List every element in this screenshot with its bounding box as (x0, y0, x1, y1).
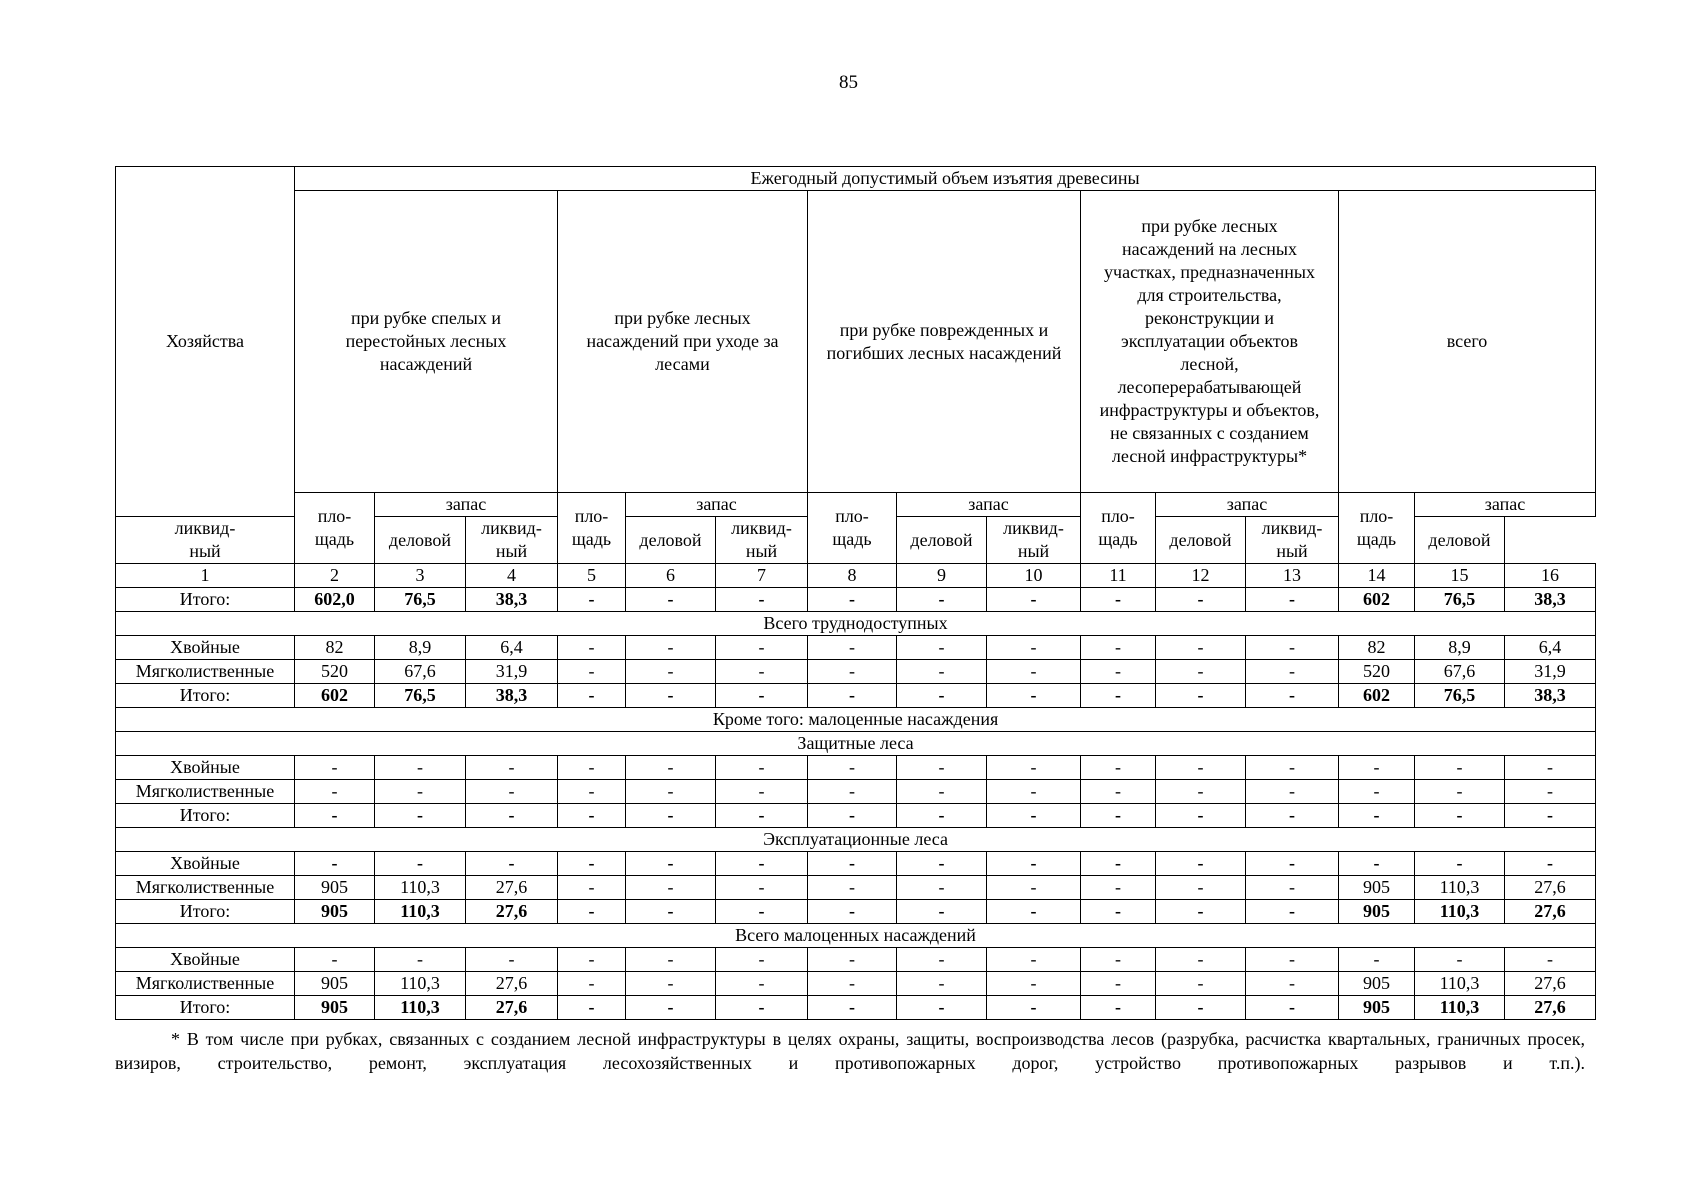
data-cell: - (1246, 660, 1339, 684)
data-cell: - (1156, 996, 1246, 1020)
data-cell: - (558, 996, 626, 1020)
data-cell: - (987, 900, 1081, 924)
data-cell: 905 (295, 996, 375, 1020)
data-cell: - (295, 948, 375, 972)
data-cell: - (558, 780, 626, 804)
row-label: Мягколиственные (116, 660, 295, 684)
section-title: Эксплуатационные леса (116, 828, 1596, 852)
data-cell: - (1081, 876, 1156, 900)
data-cell: 67,6 (375, 660, 466, 684)
header-group-total: всего (1339, 191, 1596, 493)
data-cell: - (558, 852, 626, 876)
data-cell: - (987, 684, 1081, 708)
data-cell: - (987, 972, 1081, 996)
data-cell: - (626, 636, 716, 660)
data-cell: - (558, 972, 626, 996)
row-label: Мягколиственные (116, 972, 295, 996)
header-group-mature: при рубке спелых и перестойных лесных насаждений (295, 191, 558, 493)
table-body (116, 588, 1596, 1020)
data-cell: 31,9 (466, 660, 558, 684)
data-cell: - (626, 684, 716, 708)
data-cell: - (1415, 756, 1505, 780)
data-cell: 905 (1339, 972, 1415, 996)
data-cell: - (897, 948, 987, 972)
data-cell: - (897, 972, 987, 996)
header-liquid: ликвид- ный (466, 517, 558, 564)
data-cell: - (1505, 804, 1596, 828)
data-cell: 6,4 (1505, 636, 1596, 660)
data-cell: 38,3 (466, 684, 558, 708)
column-number: 9 (897, 564, 987, 588)
data-cell: - (1081, 900, 1156, 924)
data-cell: - (1081, 996, 1156, 1020)
column-number: 6 (626, 564, 716, 588)
header-stock: запас (1415, 493, 1596, 517)
data-cell: 31,9 (1505, 660, 1596, 684)
data-cell: - (987, 756, 1081, 780)
data-cell: - (808, 972, 897, 996)
data-cell: - (1246, 972, 1339, 996)
data-cell: - (1415, 804, 1505, 828)
column-number: 12 (1156, 564, 1246, 588)
data-cell: - (1339, 804, 1415, 828)
data-cell: - (1246, 996, 1339, 1020)
data-cell: 27,6 (1505, 996, 1596, 1020)
data-cell: - (1339, 756, 1415, 780)
header-business: деловой (626, 517, 716, 564)
data-cell: - (558, 756, 626, 780)
column-number: 4 (466, 564, 558, 588)
section-row (116, 708, 1596, 732)
section-row (116, 828, 1596, 852)
header-liquid: ликвид- ный (116, 517, 295, 564)
section-title: Всего малоценных насаждений (116, 924, 1596, 948)
data-cell: 602,0 (295, 588, 375, 612)
data-cell: 110,3 (1415, 900, 1505, 924)
data-cell: - (558, 900, 626, 924)
data-cell: - (558, 660, 626, 684)
data-cell: - (1156, 660, 1246, 684)
data-cell: 520 (295, 660, 375, 684)
data-cell: - (1505, 756, 1596, 780)
column-number: 13 (1246, 564, 1339, 588)
data-cell: - (375, 948, 466, 972)
data-cell: - (897, 660, 987, 684)
data-cell: 905 (295, 972, 375, 996)
data-cell: - (626, 780, 716, 804)
header-liquid: ликвид- ный (1246, 517, 1339, 564)
data-cell: - (1156, 636, 1246, 660)
data-cell: - (716, 996, 808, 1020)
data-cell: 110,3 (1415, 996, 1505, 1020)
row-label: Итого: (116, 804, 295, 828)
data-cell: - (295, 756, 375, 780)
section-row (116, 924, 1596, 948)
data-cell: - (558, 636, 626, 660)
data-cell: - (375, 780, 466, 804)
data-cell: 27,6 (1505, 972, 1596, 996)
table-row (116, 684, 1596, 708)
data-cell: 76,5 (1415, 588, 1505, 612)
data-cell: - (466, 948, 558, 972)
table-row (116, 996, 1596, 1020)
data-cell: 905 (1339, 876, 1415, 900)
data-cell: 38,3 (466, 588, 558, 612)
data-cell: - (1156, 948, 1246, 972)
data-cell: - (897, 636, 987, 660)
data-cell: - (1156, 972, 1246, 996)
data-cell: - (1081, 972, 1156, 996)
data-cell: - (897, 780, 987, 804)
data-cell: - (987, 588, 1081, 612)
data-cell: - (466, 852, 558, 876)
header-main: Ежегодный допустимый объем изъятия древесины (295, 167, 1596, 191)
data-cell: 520 (1339, 660, 1415, 684)
data-cell: 6,4 (466, 636, 558, 660)
data-cell: - (1246, 900, 1339, 924)
data-cell: 602 (1339, 684, 1415, 708)
data-cell: - (716, 636, 808, 660)
data-cell: - (1081, 660, 1156, 684)
data-cell: - (1246, 756, 1339, 780)
column-number: 11 (1081, 564, 1156, 588)
table-row (116, 756, 1596, 780)
header-stock: запас (626, 493, 808, 517)
data-cell: - (716, 804, 808, 828)
data-cell: - (1339, 852, 1415, 876)
column-number: 8 (808, 564, 897, 588)
data-cell: - (1246, 684, 1339, 708)
header-stock: запас (1156, 493, 1339, 517)
data-cell: - (1246, 636, 1339, 660)
header-stock: запас (897, 493, 1081, 517)
data-cell: - (466, 756, 558, 780)
data-cell: - (897, 756, 987, 780)
header-stock: запас (375, 493, 558, 517)
data-cell: - (987, 804, 1081, 828)
header-business: деловой (897, 517, 987, 564)
data-cell: - (716, 756, 808, 780)
table-row (116, 876, 1596, 900)
table-row (116, 852, 1596, 876)
data-cell: - (987, 780, 1081, 804)
column-number: 10 (987, 564, 1081, 588)
data-cell: - (466, 804, 558, 828)
data-cell: - (1339, 780, 1415, 804)
data-cell: 110,3 (375, 900, 466, 924)
table-row (116, 948, 1596, 972)
data-cell: - (626, 852, 716, 876)
header-area: пло- щадь (1081, 493, 1156, 564)
data-cell: 110,3 (375, 876, 466, 900)
data-cell: - (808, 588, 897, 612)
row-label: Хвойные (116, 636, 295, 660)
data-cell: - (1246, 780, 1339, 804)
table-row (116, 660, 1596, 684)
column-number: 15 (1415, 564, 1505, 588)
column-number: 7 (716, 564, 808, 588)
data-cell: - (716, 660, 808, 684)
data-cell: - (1415, 852, 1505, 876)
data-cell: - (808, 756, 897, 780)
data-cell: - (808, 660, 897, 684)
data-cell: - (1505, 852, 1596, 876)
data-cell: 905 (295, 900, 375, 924)
header-liquid: ликвид- ный (987, 517, 1081, 564)
data-cell: - (1156, 756, 1246, 780)
data-cell: - (1081, 852, 1156, 876)
data-cell: - (1081, 948, 1156, 972)
data-cell: - (808, 804, 897, 828)
row-label: Хвойные (116, 756, 295, 780)
data-cell: - (987, 636, 1081, 660)
data-cell: - (716, 588, 808, 612)
data-cell: - (558, 876, 626, 900)
header-area: пло- щадь (1339, 493, 1415, 564)
data-cell: 110,3 (375, 996, 466, 1020)
row-label: Итого: (116, 900, 295, 924)
data-cell: 27,6 (1505, 876, 1596, 900)
row-label: Мягколиственные (116, 876, 295, 900)
data-cell: - (808, 636, 897, 660)
data-cell: - (1246, 588, 1339, 612)
data-cell: - (1156, 780, 1246, 804)
data-cell: - (1246, 852, 1339, 876)
data-cell: - (1081, 756, 1156, 780)
section-title: Всего труднодоступных (116, 612, 1596, 636)
header-hoz: Хозяйства (116, 167, 295, 517)
header-business: деловой (1156, 517, 1246, 564)
data-cell: - (808, 684, 897, 708)
data-cell: 27,6 (466, 900, 558, 924)
data-cell: - (1081, 588, 1156, 612)
row-label: Хвойные (116, 852, 295, 876)
data-cell: - (375, 756, 466, 780)
table-row (116, 780, 1596, 804)
row-label: Итого: (116, 996, 295, 1020)
data-cell: - (626, 948, 716, 972)
row-label: Итого: (116, 588, 295, 612)
data-cell: - (716, 852, 808, 876)
data-cell: 76,5 (375, 588, 466, 612)
data-cell: 110,3 (1415, 972, 1505, 996)
data-cell: - (897, 804, 987, 828)
data-cell: - (716, 684, 808, 708)
data-cell: - (295, 852, 375, 876)
page-number: 85 (839, 72, 858, 93)
header-business: деловой (375, 517, 466, 564)
data-cell: - (808, 852, 897, 876)
data-cell: - (808, 876, 897, 900)
data-cell: - (466, 780, 558, 804)
data-cell: - (897, 684, 987, 708)
header-area: пло- щадь (295, 493, 375, 564)
section-row (116, 612, 1596, 636)
data-cell: 8,9 (375, 636, 466, 660)
data-cell: 38,3 (1505, 588, 1596, 612)
data-cell: - (626, 756, 716, 780)
data-cell: - (987, 948, 1081, 972)
table-row (116, 588, 1596, 612)
data-cell: - (897, 876, 987, 900)
data-cell: - (808, 948, 897, 972)
column-number: 14 (1339, 564, 1415, 588)
data-cell: - (1081, 804, 1156, 828)
timber-harvest-table (115, 166, 1596, 1020)
data-cell: - (626, 876, 716, 900)
column-number: 16 (1505, 564, 1596, 588)
section-row (116, 732, 1596, 756)
data-cell: - (716, 876, 808, 900)
data-cell: - (558, 588, 626, 612)
data-cell: 602 (1339, 588, 1415, 612)
data-cell: - (1505, 780, 1596, 804)
data-cell: 8,9 (1415, 636, 1505, 660)
data-cell: - (626, 972, 716, 996)
data-cell: - (716, 900, 808, 924)
data-cell: 27,6 (1505, 900, 1596, 924)
data-cell: - (1156, 852, 1246, 876)
data-cell: - (897, 588, 987, 612)
data-cell: - (1246, 948, 1339, 972)
header-liquid: ликвид- ный (716, 517, 808, 564)
data-cell: - (716, 972, 808, 996)
data-cell: - (716, 780, 808, 804)
data-cell: 27,6 (466, 972, 558, 996)
section-title: Кроме того: малоценные насаждения (116, 708, 1596, 732)
data-cell: 27,6 (466, 996, 558, 1020)
header-group-care: при рубке лесных насаждений при уходе за лесами (558, 191, 808, 493)
header-area: пло- щадь (808, 493, 897, 564)
data-cell: - (375, 852, 466, 876)
header-group-damaged: при рубке поврежденных и погибших лесных насаждений (808, 191, 1081, 493)
data-cell: 110,3 (1415, 876, 1505, 900)
data-cell: 67,6 (1415, 660, 1505, 684)
data-cell: 602 (295, 684, 375, 708)
data-cell: - (987, 852, 1081, 876)
data-cell: - (1156, 900, 1246, 924)
data-cell: - (295, 780, 375, 804)
column-number: 2 (295, 564, 375, 588)
data-cell: - (626, 900, 716, 924)
data-cell: - (626, 804, 716, 828)
data-cell: - (808, 780, 897, 804)
data-cell: 905 (1339, 996, 1415, 1020)
data-cell: - (558, 804, 626, 828)
header-group-infrastructure: при рубке лесных насаждений на лесных участках, предназначенных для строительства, реконструкции и эксплуатации объектов лесной, лесоперерабатывающей инфраструктуры и объектов, не связанных с созданием лесной инфраструктуры* (1081, 191, 1339, 493)
data-cell: - (295, 804, 375, 828)
data-cell: - (1081, 684, 1156, 708)
column-number: 5 (558, 564, 626, 588)
footnote: * В том числе при рубках, связанных с созданием лесной инфраструктуры в целях охраны, защиты, воспроизводства лесов (разрубка, расчистка квартальных, граничных просек, визиров, строительство, ремонт, эксплуатация лесохозяйственных и противопожарных дорог, устройство противопожарных разрывов и т.п.). (115, 1029, 1585, 1073)
data-cell: - (626, 660, 716, 684)
data-cell: - (1156, 876, 1246, 900)
data-cell: - (1156, 804, 1246, 828)
data-cell: - (1505, 948, 1596, 972)
data-cell: - (375, 804, 466, 828)
data-cell: 82 (1339, 636, 1415, 660)
data-cell: 27,6 (466, 876, 558, 900)
data-cell: - (716, 948, 808, 972)
data-cell: - (987, 660, 1081, 684)
row-label: Мягколиственные (116, 780, 295, 804)
data-cell: - (987, 996, 1081, 1020)
data-cell: - (626, 996, 716, 1020)
data-cell: - (808, 900, 897, 924)
table-row (116, 972, 1596, 996)
data-cell: - (558, 684, 626, 708)
data-cell: - (1081, 636, 1156, 660)
data-cell: 76,5 (375, 684, 466, 708)
data-cell: - (897, 852, 987, 876)
data-cell: - (1246, 804, 1339, 828)
column-number: 1 (116, 564, 295, 588)
data-cell: - (1081, 780, 1156, 804)
data-cell: - (1156, 684, 1246, 708)
data-cell: - (897, 900, 987, 924)
data-cell: - (808, 996, 897, 1020)
row-label: Итого: (116, 684, 295, 708)
data-cell: - (558, 948, 626, 972)
data-cell: - (1339, 948, 1415, 972)
header-business: деловой (1415, 517, 1505, 564)
header-area: пло- щадь (558, 493, 626, 564)
data-cell: - (626, 588, 716, 612)
data-cell: - (1415, 948, 1505, 972)
table-header (116, 167, 1596, 588)
data-cell: 76,5 (1415, 684, 1505, 708)
data-cell: - (1246, 876, 1339, 900)
data-cell: 905 (295, 876, 375, 900)
data-cell: 110,3 (375, 972, 466, 996)
data-cell: - (1156, 588, 1246, 612)
data-cell: - (1415, 780, 1505, 804)
table-row (116, 804, 1596, 828)
row-label: Хвойные (116, 948, 295, 972)
data-cell: 905 (1339, 900, 1415, 924)
data-cell: 38,3 (1505, 684, 1596, 708)
column-number: 3 (375, 564, 466, 588)
table-row (116, 636, 1596, 660)
data-cell: - (897, 996, 987, 1020)
section-title: Защитные леса (116, 732, 1596, 756)
data-cell: - (987, 876, 1081, 900)
data-cell: 82 (295, 636, 375, 660)
table-row (116, 900, 1596, 924)
